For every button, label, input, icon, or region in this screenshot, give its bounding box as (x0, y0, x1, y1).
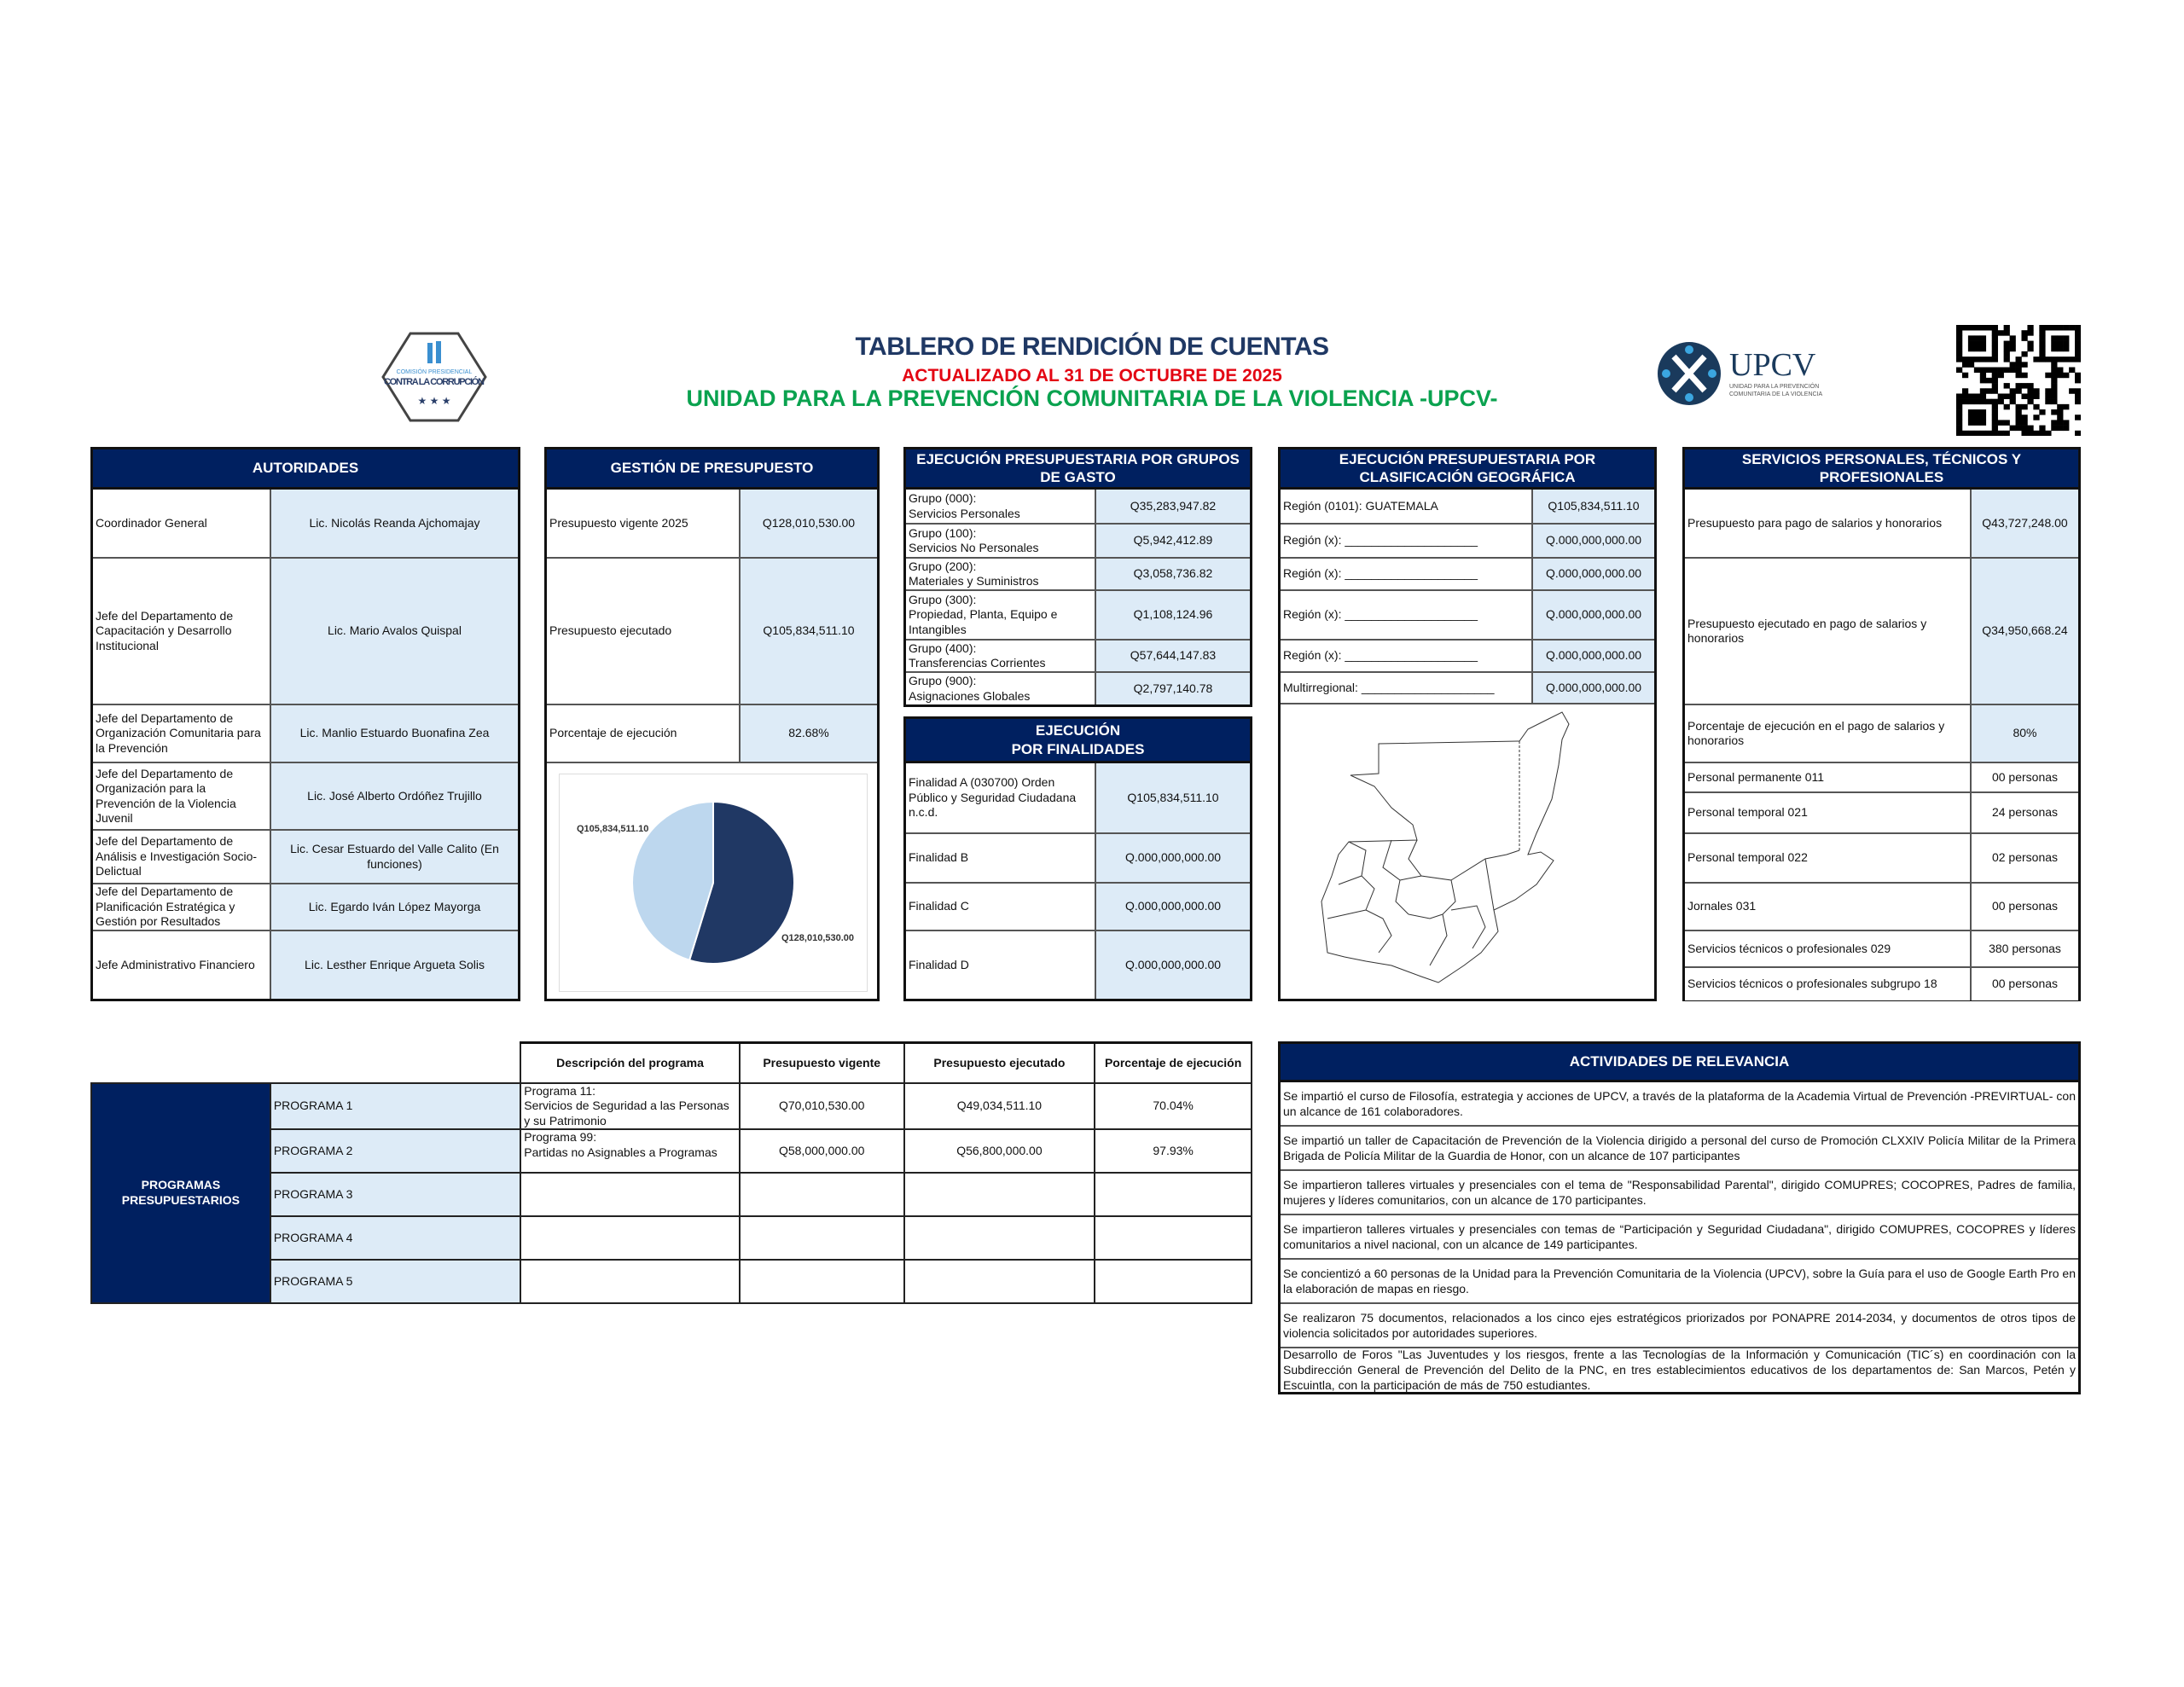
geografica-value: Q.000,000,000.00 (1533, 559, 1654, 589)
servicios-label: Presupuesto ejecutado en pago de salarios y honorarios (1685, 559, 1972, 704)
servicios-value: 380 personas (1972, 931, 2078, 966)
page-title: TABLERO DE RENDICIÓN DE CUENTAS (855, 333, 1329, 361)
actividades-header: ACTIVIDADES DE RELEVANCIA (1281, 1044, 2078, 1082)
gestion-presupuesto-panel (544, 447, 880, 1001)
grupos-row (906, 525, 1250, 559)
programa-vigente: Q58,000,000.00 (740, 1129, 904, 1173)
grupos-label: Grupo (900): Asignaciones Globales (906, 673, 1096, 704)
pie-chart (559, 774, 868, 992)
programa-pct (1095, 1216, 1252, 1260)
gestion-row (547, 705, 877, 763)
updated-date: ACTUALIZADO AL 31 DE OCTUBRE DE 2025 (902, 366, 1282, 386)
programas-table (90, 1041, 1252, 1304)
svg-text:CONTRA LA CORRUPCIÓN: CONTRA LA CORRUPCIÓN (384, 377, 485, 387)
geografica-row (1281, 641, 1654, 673)
grupos-value: Q35,283,947.82 (1096, 490, 1250, 523)
grupos-label: Grupo (000): Servicios Personales (906, 490, 1096, 523)
programa-name: PROGRAMA 1 (270, 1083, 520, 1130)
autoridades-row (93, 705, 518, 763)
geografica-label: Región (x): ____________________ (1281, 559, 1533, 589)
programa-pct (1095, 1260, 1252, 1303)
servicios-row (1685, 931, 2078, 968)
autoridades-value: Lic. Mario Avalos Quispal (271, 559, 518, 704)
grupos-value: Q2,797,140.78 (1096, 673, 1250, 704)
programa-vigente (740, 1260, 904, 1303)
autoridades-header: AUTORIDADES (93, 449, 518, 490)
geografica-label: Región (x): ____________________ (1281, 591, 1533, 639)
grupos-label: Grupo (200): Materiales y Suministros (906, 559, 1096, 589)
servicios-value: Q43,727,248.00 (1972, 490, 2078, 557)
grupos-row (906, 641, 1250, 673)
geografica-row (1281, 559, 1654, 591)
servicios-label: Servicios técnicos o profesionales 029 (1685, 931, 1972, 966)
programa-name: PROGRAMA 2 (270, 1129, 520, 1173)
autoridades-row (93, 559, 518, 705)
geografica-row (1281, 490, 1654, 525)
grupos-header: EJECUCIÓN PRESUPUESTARIA POR GRUPOS DE GASTO (906, 449, 1250, 490)
geografica-value: Q.000,000,000.00 (1533, 591, 1654, 639)
grupos-row (906, 490, 1250, 525)
finalidades-panel (903, 716, 1252, 1001)
servicios-row (1685, 763, 2078, 793)
geografica-value: Q105,834,511.10 (1533, 490, 1654, 523)
geografica-value: Q.000,000,000.00 (1533, 641, 1654, 671)
finalidades-value: Q.000,000,000.00 (1096, 931, 1250, 999)
servicios-value: 00 personas (1972, 763, 2078, 791)
programa-vigente (740, 1216, 904, 1260)
programas-header-row (91, 1043, 1252, 1083)
programas-column-header: Descripción del programa (520, 1043, 740, 1083)
svg-text:★ ★ ★: ★ ★ ★ (417, 395, 451, 407)
svg-text:COMUNITARIA DE LA VIOLENCIA: COMUNITARIA DE LA VIOLENCIA (1729, 391, 1823, 397)
gestion-label: Porcentaje de ejecución (547, 705, 741, 762)
finalidades-label: Finalidad B (906, 834, 1096, 882)
autoridades-label: Jefe del Departamento de Organización Comunitaria para la Prevención (93, 705, 271, 762)
servicios-label: Jornales 031 (1685, 884, 1972, 930)
actividad-item: Se impartió el curso de Filosofía, estrategia y acciones de UPCV, a través de la plataforma de la Academia Virtual de Prevención -PREVIRTUAL- con un alcance de 161 colaboradores. (1281, 1082, 2078, 1127)
autoridades-row (93, 490, 518, 559)
gestion-label: Presupuesto vigente 2025 (547, 490, 741, 557)
grupos-gasto-panel (903, 447, 1252, 707)
autoridades-row (93, 763, 518, 831)
geografica-label: Región (x): ____________________ (1281, 641, 1533, 671)
programa-name: PROGRAMA 4 (270, 1216, 520, 1260)
autoridades-label: Jefe del Departamento de Análisis e Investigación Socio-Delictual (93, 831, 271, 883)
autoridades-panel (90, 447, 520, 1001)
geografica-header: EJECUCIÓN PRESUPUESTARIA POR CLASIFICACIÓN GEOGRÁFICA (1281, 449, 1654, 490)
guatemala-map (1281, 705, 1654, 999)
servicios-row (1685, 884, 2078, 931)
gestion-row (547, 559, 877, 705)
grupos-row (906, 591, 1250, 641)
servicios-label: Personal permanente 011 (1685, 763, 1972, 791)
programa-pct: 70.04% (1095, 1083, 1252, 1130)
grupos-value: Q1,108,124.96 (1096, 591, 1250, 639)
actividad-item: Desarrollo de Foros "Las Juventudes y los riesgos, frente a las Tecnologías de la Información y Comunicación (TIC´s) en coordinación con la Subdirección General de Prevención del Delito de la PNC, en tres establecimientos educativos de los departamentos de: San Marcos, Petén y Escuintla, con la participación de más de 750 estudiantes. (1283, 1347, 2076, 1393)
svg-text:COMISIÓN PRESIDENCIAL: COMISIÓN PRESIDENCIAL (396, 369, 473, 375)
geografica-panel (1278, 447, 1657, 1001)
autoridades-label: Coordinador General (93, 490, 271, 557)
programas-column-header: Presupuesto ejecutado (904, 1043, 1095, 1083)
programa-name: PROGRAMA 3 (270, 1173, 520, 1216)
grupos-row (906, 673, 1250, 704)
autoridades-label: Jefe Administrativo Financiero (93, 931, 271, 999)
grupos-value: Q57,644,147.83 (1096, 641, 1250, 671)
programa-name: PROGRAMA 5 (270, 1260, 520, 1303)
actividad-item: Se concientizó a 60 personas de la Unidad para la Prevención Comunitaria de la Violencia (UPCV), sobre la Guía para el uso de Google Earth Pro en la elaboración de mapas en riesgo. (1281, 1260, 2078, 1304)
svg-text:UNIDAD PARA LA PREVENCIÓN: UNIDAD PARA LA PREVENCIÓN (1729, 384, 1820, 390)
gestion-value: Q105,834,511.10 (741, 559, 877, 704)
servicios-row (1685, 834, 2078, 884)
geografica-label: Región (0101): GUATEMALA (1281, 490, 1533, 523)
autoridades-label: Jefe del Departamento de Organización para la Prevención de la Violencia Juvenil (93, 763, 271, 829)
servicios-row (1685, 559, 2078, 705)
programa-pct: 97.93% (1095, 1129, 1252, 1173)
geografica-label: Región (x): ____________________ (1281, 525, 1533, 557)
finalidades-row (906, 834, 1250, 884)
servicios-label: Presupuesto para pago de salarios y honorarios (1685, 490, 1972, 557)
grupos-value: Q5,942,412.89 (1096, 525, 1250, 557)
finalidades-label: Finalidad A (030700) Orden Público y Seguridad Ciudadana n.c.d. (906, 763, 1096, 832)
programas-side-title: PROGRAMAS PRESUPUESTARIOS (91, 1083, 270, 1304)
actividad-item: Se impartió un taller de Capacitación de Prevención de la Violencia dirigido a personal del curso de Promoción CLXXIV Policía Militar de la Primera Brigada de Policía Militar de la Guardia de Honor, con un alcance de 107 participantes (1281, 1127, 2078, 1171)
finalidades-value: Q105,834,511.10 (1096, 763, 1250, 832)
programas-column-header: Porcentaje de ejecución (1095, 1043, 1252, 1083)
programas-blank (91, 1043, 520, 1083)
servicios-header: SERVICIOS PERSONALES, TÉCNICOS Y PROFESIONALES (1685, 449, 2078, 490)
programa-description: Programa 99: Partidas no Asignables a Programas (520, 1129, 740, 1173)
servicios-row (1685, 793, 2078, 834)
geografica-value: Q.000,000,000.00 (1533, 525, 1654, 557)
servicios-label: Personal temporal 021 (1685, 793, 1972, 832)
finalidades-value: Q.000,000,000.00 (1096, 884, 1250, 930)
servicios-value: Q34,950,668.24 (1972, 559, 2078, 704)
autoridades-value: Lic. Manlio Estuardo Buonafina Zea (271, 705, 518, 762)
autoridades-value: Lic. Egardo Iván López Mayorga (271, 884, 518, 930)
programa-ejecutado (904, 1260, 1095, 1303)
programa-vigente: Q70,010,530.00 (740, 1083, 904, 1130)
gestion-value: Q128,010,530.00 (741, 490, 877, 557)
servicios-value: 00 personas (1972, 968, 2078, 1000)
unit-name: UNIDAD PARA LA PREVENCIÓN COMUNITARIA DE LA VIOLENCIA -UPCV- (686, 386, 1498, 411)
finalidades-value: Q.000,000,000.00 (1096, 834, 1250, 882)
autoridades-value: Lic. Nicolás Reanda Ajchomajay (271, 490, 518, 557)
grupos-value: Q3,058,736.82 (1096, 559, 1250, 589)
qr-code-icon[interactable] (1956, 325, 2081, 436)
finalidades-header: EJECUCIÓN POR FINALIDADES (906, 719, 1250, 763)
programa-ejecutado (904, 1216, 1095, 1260)
finalidades-row (906, 763, 1250, 834)
programa-description (520, 1216, 740, 1260)
grupos-label: Grupo (400): Transferencias Corrientes (906, 641, 1096, 671)
programa-pct (1095, 1173, 1252, 1216)
servicios-value: 24 personas (1972, 793, 2078, 832)
servicios-value: 80% (1972, 705, 2078, 762)
actividad-item: Se impartieron talleres virtuales y presenciales con el tema de "Responsabilidad Parental", dirigido COMUPRES; COCOPRES, Padres de familia, mujeres y líderes comunitarios, con un alcance de 170 participantes. (1281, 1171, 2078, 1215)
servicios-label: Servicios técnicos o profesionales subgrupo 18 (1685, 968, 1972, 1000)
grupos-row (906, 559, 1250, 591)
geografica-row (1281, 525, 1654, 559)
servicios-row (1685, 968, 2078, 1000)
programa-description (520, 1173, 740, 1216)
map-icon (1281, 705, 1654, 999)
geografica-row (1281, 591, 1654, 641)
actividades-panel (1278, 1041, 2081, 1394)
gestion-label: Presupuesto ejecutado (547, 559, 741, 704)
grupos-label: Grupo (300): Propiedad, Planta, Equipo e Intangibles (906, 591, 1096, 639)
gestion-header: GESTIÓN DE PRESUPUESTO (547, 449, 877, 490)
autoridades-row (93, 884, 518, 931)
gestion-value: 82.68% (741, 705, 877, 762)
geografica-label: Multirregional: ____________________ (1281, 673, 1533, 703)
gestion-row (547, 490, 877, 559)
actividad-item: Se realizaron 75 documentos, relacionados a los cinco ejes estratégicos priorizados por PONAPRE 2014-2034, y documentos de otros tipos de violencia solicitados por autoridades superiores. (1281, 1304, 2078, 1348)
programa-ejecutado (904, 1173, 1095, 1216)
actividad-item: Se impartieron talleres virtuales y presenciales con temas de “Participación y Seguridad Ciudadana", dirigido COMUPRES, COCOPRES y líderes comunitarios a nivel nacional, con un alcance de 149 participantes. (1281, 1215, 2078, 1260)
pie-data-label: Q128,010,530.00 (781, 933, 855, 943)
servicios-value: 02 personas (1972, 834, 2078, 882)
programa-row (91, 1083, 1252, 1130)
pie-data-label: Q105,834,511.10 (577, 824, 649, 834)
svg-text:UPCV: UPCV (1729, 347, 1816, 383)
geografica-row (1281, 673, 1654, 704)
programa-vigente (740, 1173, 904, 1216)
servicios-label: Porcentaje de ejecución en el pago de salarios y honorarios (1685, 705, 1972, 762)
finalidades-row (906, 931, 1250, 999)
programa-description (520, 1260, 740, 1303)
finalidades-row (906, 884, 1250, 931)
servicios-panel (1682, 447, 2081, 1001)
upcv-logo (1657, 339, 1844, 409)
autoridades-row (93, 931, 518, 999)
programa-ejecutado: Q49,034,511.10 (904, 1083, 1095, 1130)
autoridades-value: Lic. Lesther Enrique Argueta Solis (271, 931, 518, 999)
programa-description: Programa 11: Servicios de Seguridad a las Personas y su Patrimonio (520, 1083, 740, 1130)
autoridades-label: Jefe del Departamento de Planificación Estratégica y Gestión por Resultados (93, 884, 271, 930)
programas-column-header: Presupuesto vigente (740, 1043, 904, 1083)
autoridades-row (93, 831, 518, 884)
servicios-label: Personal temporal 022 (1685, 834, 1972, 882)
grupos-label: Grupo (100): Servicios No Personales (906, 525, 1096, 557)
autoridades-label: Jefe del Departamento de Capacitación y Desarrollo Institucional (93, 559, 271, 704)
servicios-row (1685, 490, 2078, 559)
servicios-value: 00 personas (1972, 884, 2078, 930)
autoridades-value: Lic. Cesar Estuardo del Valle Calito (En funciones) (271, 831, 518, 883)
commission-logo (380, 331, 489, 423)
geografica-value: Q.000,000,000.00 (1533, 673, 1654, 703)
servicios-row (1685, 705, 2078, 763)
finalidades-label: Finalidad C (906, 884, 1096, 930)
programa-ejecutado: Q56,800,000.00 (904, 1129, 1095, 1173)
autoridades-value: Lic. José Alberto Ordóñez Trujillo (271, 763, 518, 829)
finalidades-label: Finalidad D (906, 931, 1096, 999)
